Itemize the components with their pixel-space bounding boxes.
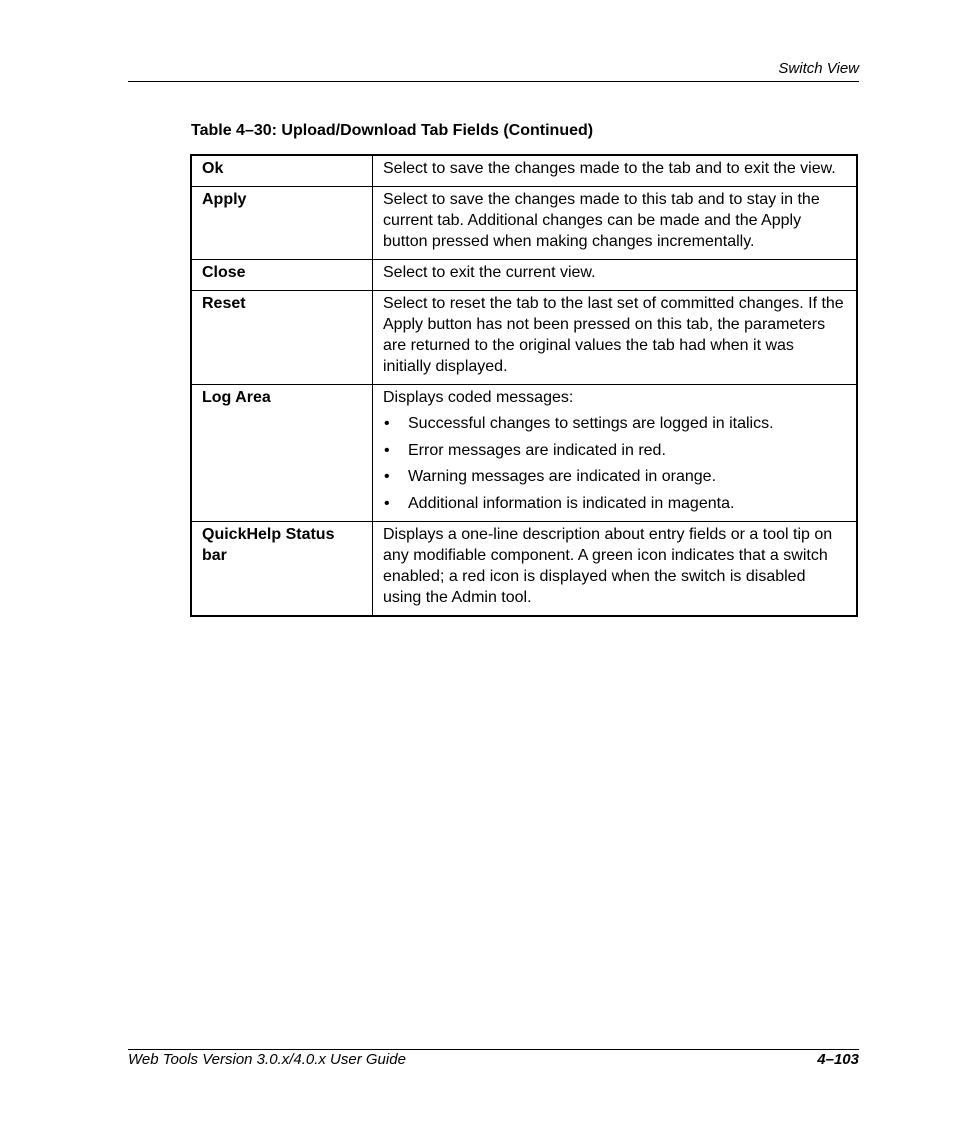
table-row — [191, 187, 857, 260]
fields-table — [190, 154, 858, 617]
header-rule — [128, 81, 859, 82]
bullet-icon: • — [384, 441, 390, 459]
list-item — [383, 493, 846, 514]
bullet-icon: • — [384, 415, 390, 432]
running-header: Switch View — [778, 60, 859, 77]
table-row — [191, 385, 857, 522]
list-item-text: Error messages are indicated in red. — [408, 441, 666, 459]
table-row — [191, 155, 857, 187]
list-item-text: Additional information is indicated in magenta. — [408, 494, 735, 512]
bullet-list — [383, 413, 846, 514]
field-name: Log Area — [191, 385, 373, 522]
bullet-icon: • — [384, 494, 390, 512]
field-description: Displays a one-line description about entry fields or a tool tip on any modifiable component. A green icon indicates that a switch enabled; a red icon is displayed when the switch is disabled using the Admin tool. — [373, 521, 858, 616]
list-item-text: Warning messages are indicated in orange. — [408, 468, 717, 485]
field-description-cell — [373, 385, 858, 522]
list-item — [383, 413, 846, 434]
field-name: QuickHelp Status bar — [191, 521, 373, 616]
field-description: Select to save the changes made to this tab and to stay in the current tab. Additional changes can be made and the Apply button pressed when making changes incrementally. — [373, 187, 858, 260]
table-caption: Table 4–30: Upload/Download Tab Fields (Continued) — [191, 122, 594, 139]
list-item-text: Successful changes to settings are logged in italics. — [408, 415, 774, 432]
page-number: 4–103 — [817, 1051, 859, 1068]
footer-rule — [128, 1049, 859, 1050]
list-item — [383, 440, 846, 461]
field-description: Select to save the changes made to the tab and to exit the view. — [373, 155, 858, 187]
field-name: Apply — [191, 187, 373, 260]
bullet-icon: • — [384, 468, 390, 485]
field-description: Displays coded messages: — [383, 389, 574, 406]
table-row — [191, 291, 857, 385]
list-item — [383, 466, 846, 487]
field-name: Ok — [191, 155, 373, 187]
table-row — [191, 260, 857, 291]
field-description: Select to reset the tab to the last set of committed changes. If the Apply button has not been pressed on this tab, the parameters are returned to the original values the tab had when it was initially displayed. — [373, 291, 858, 385]
field-name: Reset — [191, 291, 373, 385]
table-row — [191, 521, 857, 616]
footer-guide-title: Web Tools Version 3.0.x/4.0.x User Guide — [128, 1051, 406, 1068]
field-name: Close — [191, 260, 373, 291]
field-description: Select to exit the current view. — [373, 260, 858, 291]
